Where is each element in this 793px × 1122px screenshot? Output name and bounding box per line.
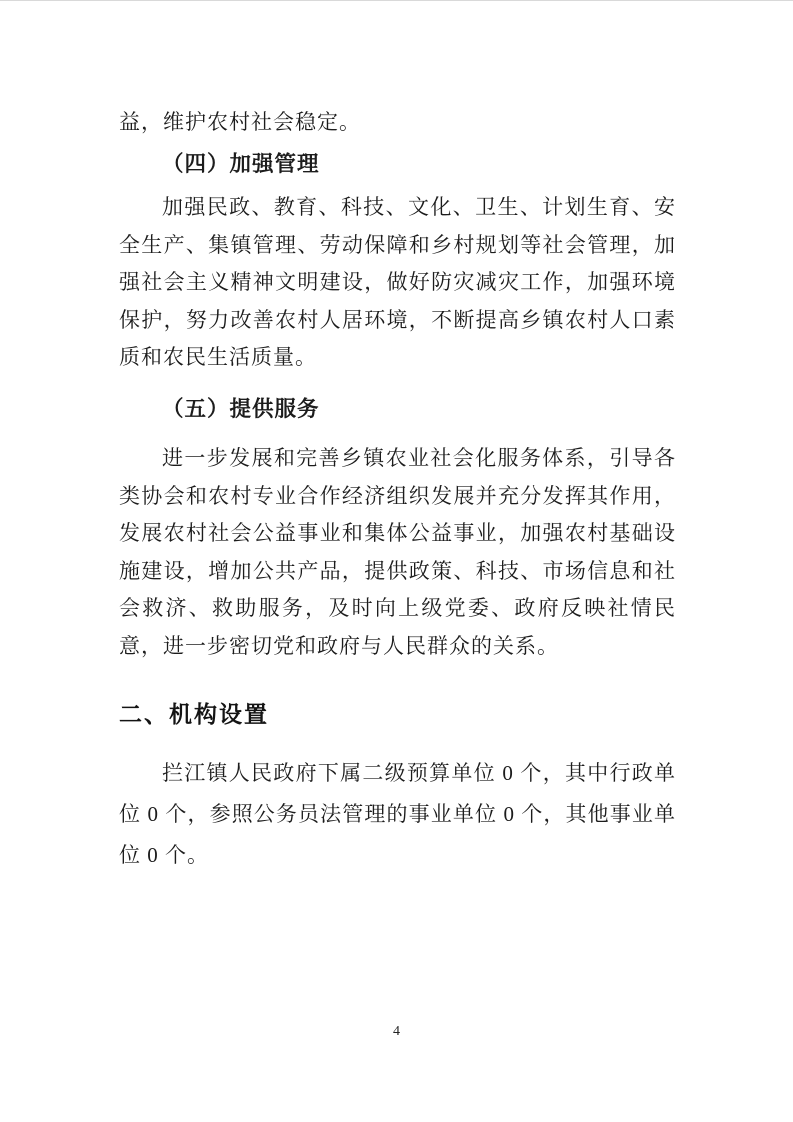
heading-section-4: （四）加强管理	[162, 151, 320, 176]
paragraph-continuation: 益，维护农村社会稳定。	[119, 110, 361, 134]
page-number: 4	[393, 1024, 400, 1039]
document-content	[119, 104, 676, 876]
heading-chapter-organization: 二、机构设置	[119, 701, 269, 727]
paragraph-chapter-organization: 拦江镇人民政府下属二级预算单位 0 个，其中行政单位 0 个，参照公务员法管理的事业单位 0 个，其他事业单位 0 个。	[119, 761, 676, 867]
paragraph-section-4: 加强民政、教育、科技、文化、卫生、计划生育、安全生产、集镇管理、劳动保障和乡村规划等社会管理，加强社会主义精神文明建设，做好防灾减灾工作，加强环境保护，努力改善农村人居环境，不断提高乡镇农村人口素质和农民生活质量。	[119, 195, 676, 369]
paragraph-section-5: 进一步发展和完善乡镇农业社会化服务体系，引导各类协会和农村专业合作经济组织发展并充分发挥其作用，发展农村社会公益事业和集体公益事业，加强农村基础设施建设，增加公共产品，提供政策、科技、市场信息和社会救济、救助服务，及时向上级党委、政府反映社情民意，进一步密切党和政府与人民群众的关系。	[119, 446, 676, 658]
heading-section-5: （五）提供服务	[162, 396, 320, 421]
